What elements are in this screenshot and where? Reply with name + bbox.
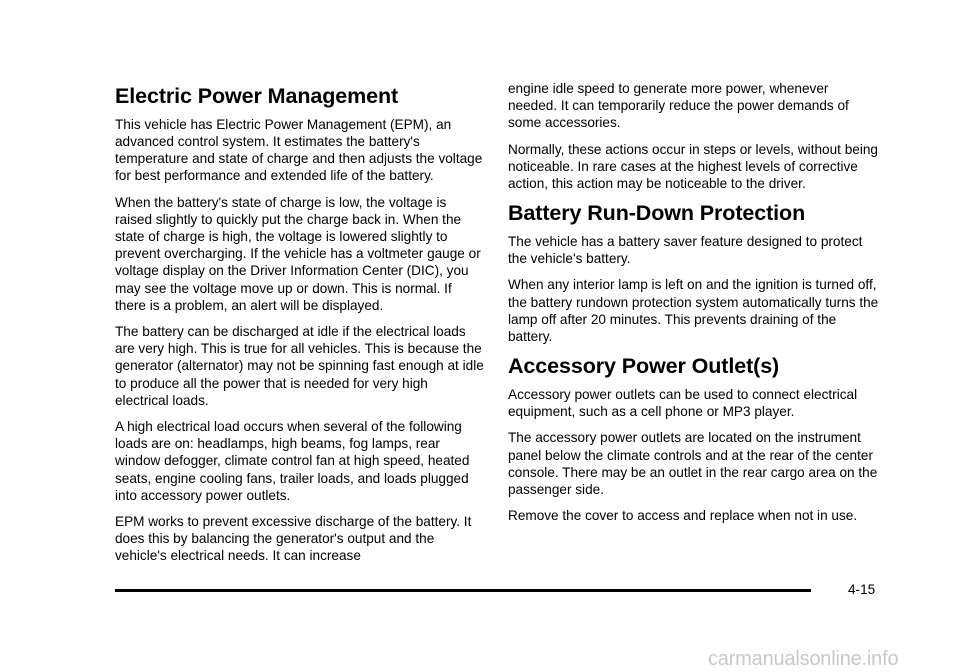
paragraph: This vehicle has Electric Power Management (EPM), an advanced control system. It estimates the battery's temperature and state of charge and then adjusts the voltage for best performance and extended life of the battery.: [115, 116, 483, 184]
section-heading-battery-run-down-protection: Battery Run-Down Protection: [508, 201, 806, 226]
paragraph: Normally, these actions occur in steps or levels, without being noticeable. In rare cases at the highest levels of corrective action, this action may be noticeable to the driver.: [508, 141, 878, 192]
paragraph: Accessory power outlets can be used to connect electrical equipment, such as a cell phone or MP3 player.: [508, 387, 858, 420]
watermark: carmanualsonline.info: [708, 648, 899, 670]
paragraph: When any interior lamp is left on and the ignition is turned off, the battery rundown protection system automatically turns the lamp off after 20 minutes. This prevents draining of the battery.: [508, 277, 879, 345]
section-heading-accessory-power-outlets: Accessory Power Outlet(s): [508, 354, 780, 379]
section-heading-electric-power-management: Electric Power Management: [115, 84, 399, 108]
paragraph: Remove the cover to access and replace when not in use.: [508, 508, 858, 524]
footer-rule: [115, 589, 811, 592]
paragraph: A high electrical load occurs when several of the following loads are on: headlamps, high beams, fog lamps, rear window defogger, climate control fan at high speed, heated seats, engine cooling fans, trailer loads, and loads plugged into accessory power outlets.: [115, 419, 470, 503]
paragraph: The vehicle has a battery saver feature designed to protect the vehicle's battery.: [508, 234, 863, 267]
paragraph: When the battery's state of charge is low, the voltage is raised slightly to quickly put the charge back in. When the state of charge is high, the voltage is lowered slightly to prevent overcharging. If the vehicle has a voltmeter gauge or voltage display on the Driver Information Center (DIC), you may see the voltage move up or down. This is normal. If there is a problem, an alert will be displayed.: [115, 194, 481, 313]
paragraph: engine idle speed to generate more power, whenever needed. It can temporarily reduce the power demands of some accessories.: [508, 81, 849, 131]
paragraph: The accessory power outlets are located on the instrument panel below the climate controls and at the rear of the center console. There may be an outlet in the rear cargo area on the passenger side.: [508, 430, 878, 498]
left-column: [115, 78, 485, 574]
paragraph: EPM works to prevent excessive discharge of the battery. It does this by balancing the generator's output and the vehicle's electrical needs. It can increase: [115, 514, 472, 564]
page-number: 4-15: [848, 582, 876, 597]
paragraph: The battery can be discharged at idle if the electrical loads are very high. This is true for all vehicles. This is because the generator (alternator) may not be spinning fast enough at idle to produce all the power that is needed for very high electrical loads.: [115, 324, 484, 408]
right-column: [508, 80, 880, 533]
